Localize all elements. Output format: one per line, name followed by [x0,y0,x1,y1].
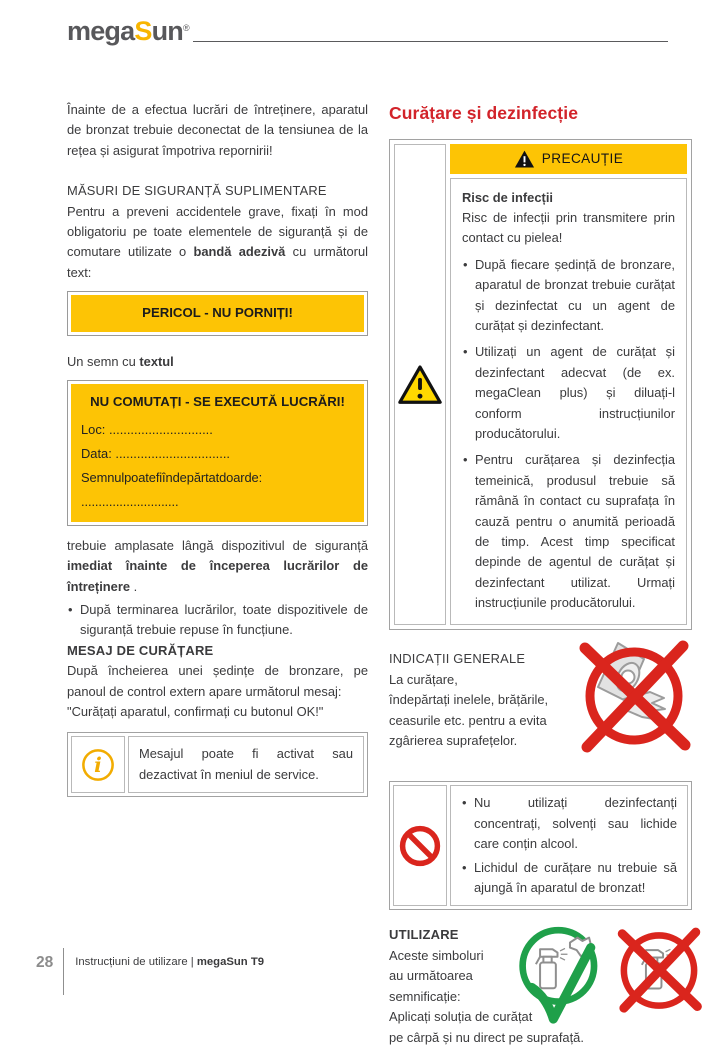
prohibition-circle-icon [398,824,442,868]
general-line: îndepărtați inelele, brățările, [389,692,549,708]
logo-text-prefix: mega [67,16,135,46]
safety-measures-paragraph [67,202,368,284]
warning-triangle-icon [514,150,535,168]
caution-box [389,139,692,631]
right-column [389,100,692,1048]
sign-date-line: Data: ................................ [81,446,230,462]
info-note-text: Mesajul poate fi activat sau dezactivat în meniul de service. [128,736,364,793]
usage-title: UTILIZARE [389,927,459,943]
caution-bullet-text: După fiecare ședință de bronzare, aparatul de bronzat trebuie curățat și dezinfectat cu un agent de curățat și dezinfectant. [475,256,675,333]
usage-line: au următoarea [389,968,473,984]
caution-bullet [462,450,675,613]
sign-intro-text: Un semn cu [67,353,140,369]
prohibition-bullet-text: Nu utilizați dezinfectanți concentrați, solvenți sau lichide care conțin alcool. [474,795,677,852]
logo-text-suffix: un [151,16,183,46]
caution-bullet [462,342,675,444]
infection-risk-title: Risc de infecții [462,189,553,205]
safety-devices-bullet-text: După terminarea lucrărilor, toate dispozitivele de siguranță trebuie repuse în funcțiune. [80,601,368,638]
no-jewelry-prohibition-icon [568,637,700,759]
sign-placement-bold: imediat înainte de începerea lucrărilor de întreținere [67,558,368,594]
warning-triangle-icon [397,364,443,406]
safety-devices-bullet [67,600,368,641]
general-line: zgârierea suprafețelor. [389,733,518,749]
prohibition-icon-cell [393,785,447,906]
info-circle-icon [80,747,116,783]
footer-text [75,948,264,972]
general-instructions-section [389,649,692,771]
caution-header-label: PRECAUȚIE [541,150,624,166]
caution-body [450,144,687,626]
prohibition-bullet-text: Lichidul de curățare nu trebuie să ajungă în aparatul de bronzat! [474,859,677,896]
sign-location-line: Loc: ............................. [81,422,213,438]
footer-divider [63,948,64,995]
caution-header-band [450,144,687,174]
left-column [67,100,368,797]
maintenance-warning-paragraph: Înainte de a efectua lucrări de întreținere, aparatul de bronzat trebuie deconectat de la tensiunea de la rețea și asigurat împotriva repornirii! [67,102,368,158]
danger-sign-box [67,291,368,336]
caution-bullet-text: Pentru curățarea și dezinfecția temeinică, produsul trebuie să rămână în contact cu suprafața în cauză pentru o anumită perioadă de timp. Acest timp specificat depinde de agentul de curățat și dezinfectant utilizat. Urmați instrucțiunile producătorului. [475,452,675,611]
danger-sign-label: PERICOL - NU PORNIȚI! [71,295,364,332]
usage-line: semnificație: [389,988,461,1004]
sign-intro-line [67,352,368,372]
do-not-switch-sign-inner [71,384,364,521]
prohibition-box [389,781,692,910]
cleaning-message-title: MESAJ DE CURĂȚARE [67,642,214,658]
general-line: La curățare, [389,671,458,687]
safety-measures-title: MĂSURI DE SIGURANȚĂ SUPLIMENTARE [67,183,327,199]
usage-section [389,925,692,1047]
safety-measures-text: Pentru a preveni accidentele grave, fixați în mod obligatoriu pe toate elementele de siguranță și de comutare utilizate o [67,203,368,260]
sign-placement-paragraph [67,536,368,597]
prohibition-text [450,785,688,906]
header-divider-line [193,41,668,42]
megasun-logo [67,18,189,45]
section-title: Curățare și dezinfecție [389,103,579,123]
safety-measures-text-tail: cu următorul text: [67,244,368,280]
usage-line: pe cârpă și nu direct pe suprafață. [389,1029,584,1045]
general-line: ceasurile etc. pentru a evita [389,712,547,728]
info-icon-cell [71,736,125,793]
prohibition-bullet [461,793,677,854]
sign-placement-text: trebuie amplasate lângă dispozitivul de siguranță [67,537,368,553]
sign-removed-by-line: Semnul poate fi îndepărtat doar de: ............................ [81,469,263,509]
usage-line: Aplicați soluția de curățat [389,1009,533,1025]
svg-text:i: i [94,752,102,777]
page-number: 28 [36,954,54,971]
infection-risk-text: Risc de infecții prin transmitere prin contact cu pielea! [462,210,675,246]
footer-product-name: megaSun T9 [196,956,265,968]
registered-mark: ® [182,23,189,33]
page-header [67,18,668,45]
caution-bullet-text: Utilizați un agent de curățat și dezinfectant adecvat (de ex. megaClean plus) și diluați-l conform instrucțiunilor producătorului. [475,344,675,441]
sign-placement-tail: . [130,578,138,594]
spray-on-cloth-check-icon [510,921,610,1029]
usage-line: Aceste simboluri [389,947,484,963]
no-direct-spray-icon [610,924,708,1022]
cleaning-message-paragraph: După încheierea unei ședințe de bronzare, pe panoul de control extern apare următorul mesaj: [67,663,368,699]
caution-icon-cell [394,144,446,626]
do-not-switch-title: NU COMUTAȚI - SE EXECUTĂ LUCRĂRI! [90,394,345,410]
sign-intro-bold: textul [139,353,174,369]
general-instructions-title: INDICAȚII GENERALE [389,651,526,667]
info-note-box [67,732,368,797]
prohibition-bullet [461,858,677,899]
logo-accent-letter: S [134,16,152,46]
caution-content [450,178,687,626]
adhesive-tape-bold: bandă adezivă [193,244,286,260]
footer-label: Instrucțiuni de utilizare | [75,956,197,968]
page-footer [36,948,264,995]
cleaning-message-quote: "Curățați aparatul, confirmați cu butonul OK!" [67,704,324,719]
caution-bullet [462,255,675,337]
do-not-switch-sign-box [67,380,368,525]
